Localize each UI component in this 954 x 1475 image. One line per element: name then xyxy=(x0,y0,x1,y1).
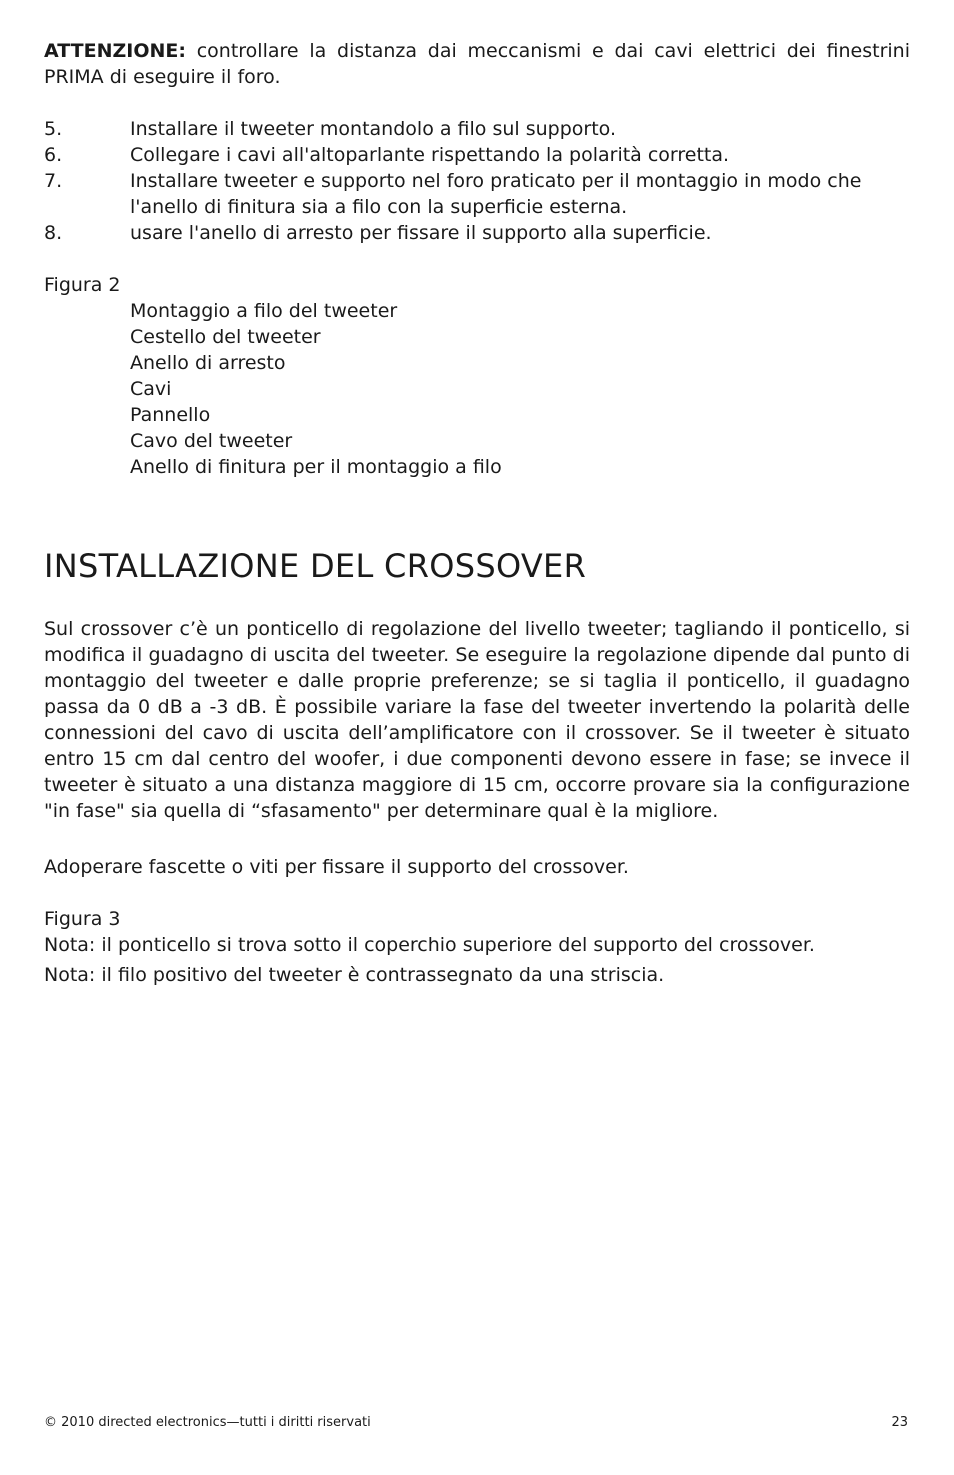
mounting-paragraph: Adoperare fascette o viti per fissare il supporto del crossover. xyxy=(44,856,629,878)
note-positive-wire: Nota: il filo positivo del tweeter è contrassegnato da una striscia. xyxy=(44,964,665,986)
step-number: 6. xyxy=(44,144,63,166)
figure-2-label: Figura 2 xyxy=(44,274,121,296)
step-item xyxy=(44,168,910,220)
figure-legend-item: Cestello del tweeter xyxy=(130,326,321,348)
step-text: usare l'anello di arresto per fissare il supporto alla superficie. xyxy=(130,222,712,244)
figure-legend-item: Cavi xyxy=(130,378,172,400)
figure-legend-item: Montaggio a filo del tweeter xyxy=(130,300,398,322)
step-text: Collegare i cavi all'altoparlante rispettando la polarità corretta. xyxy=(130,144,730,166)
step-text: Installare tweeter e supporto nel foro praticato per il montaggio in modo che l'anello di finitura sia a filo con la superficie esterna. xyxy=(130,170,862,218)
warning-label: ATTENZIONE: xyxy=(44,40,186,62)
figure-legend-item: Cavo del tweeter xyxy=(130,430,293,452)
warning-text: controllare la distanza dai meccanismi e dai cavi elettrici dei finestrini PRIMA di eseguire il foro. xyxy=(44,40,910,88)
step-item xyxy=(44,220,910,246)
page-content xyxy=(44,38,910,988)
figure-3-label: Figura 3 xyxy=(44,908,121,930)
warning-paragraph xyxy=(44,38,910,90)
installation-steps xyxy=(44,116,910,246)
figure-legend-item: Pannello xyxy=(130,404,211,426)
step-number: 5. xyxy=(44,118,63,140)
figure-2-legend xyxy=(44,298,910,480)
section-heading: INSTALLAZIONE DEL CROSSOVER xyxy=(44,547,587,585)
crossover-paragraph: Sul crossover c’è un ponticello di regolazione del livello tweeter; tagliando il ponticello, si modifica il guadagno di uscita del tweeter. Se eseguire la regolazione dipende dal punto di montaggio del tweeter e dalle proprie preferenze; se si taglia il ponticello, il guadagno passa da 0 dB a -3 dB. È possibile variare la fase del tweeter invertendo la polarità delle connessioni del cavo di uscita dell’amplificatore con il crossover. Se il tweeter è situato entro 15 cm dal centro del woofer, i due componenti devono essere in fase; se invece il tweeter è situato a una distanza maggiore di 15 cm, occorre provare sia la configurazione "in fase" sia quella di “sfasamento" per determinare qual è la migliore. xyxy=(44,618,910,822)
page-number: 23 xyxy=(891,1415,908,1430)
step-number: 8. xyxy=(44,222,63,244)
note-jumper: Nota: il ponticello si trova sotto il coperchio superiore del supporto del crossover. xyxy=(44,934,815,956)
page-footer xyxy=(44,1414,908,1432)
figure-legend-item: Anello di finitura per il montaggio a filo xyxy=(130,456,502,478)
figure-legend-item: Anello di arresto xyxy=(130,352,286,374)
step-item xyxy=(44,116,910,142)
step-text: Installare il tweeter montandolo a filo sul supporto. xyxy=(130,118,616,140)
step-number: 7. xyxy=(44,170,63,192)
copyright-text: © 2010 directed electronics—tutti i diritti riservati xyxy=(44,1415,371,1430)
step-item xyxy=(44,142,910,168)
